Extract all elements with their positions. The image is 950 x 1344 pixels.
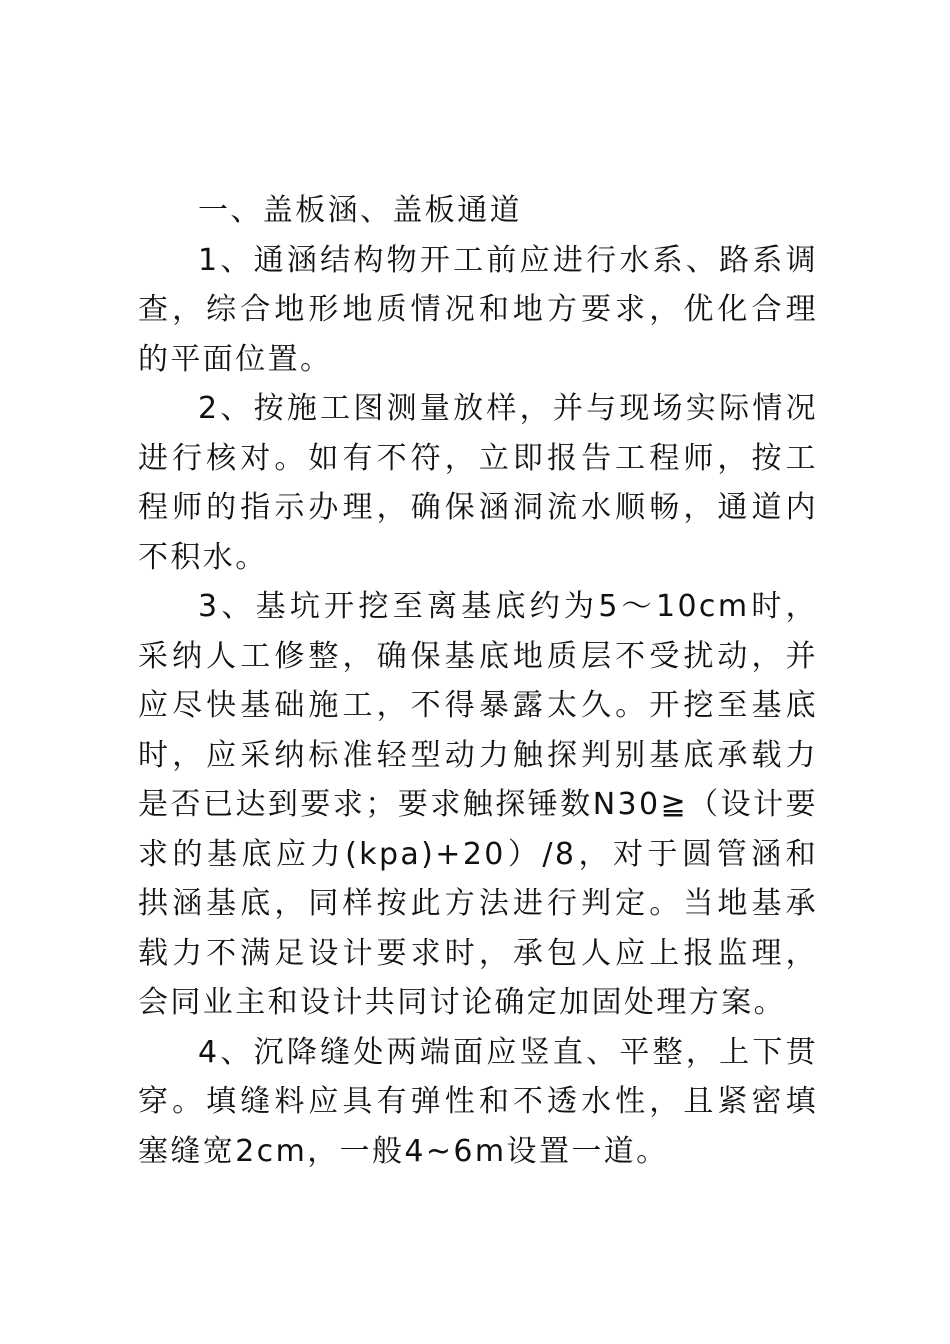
paragraph-4: 4、沉降缝处两端面应竖直、平整，上下贯穿。填缝料应具有弹性和不透水性，且紧密填塞缝宽2cm，一般4~6m设置一道。 [138,1034,818,1169]
document-body [138,186,818,1176]
section-heading: 一、盖板涵、盖板通道 [198,193,522,228]
paragraph-1: 1、通涵结构物开工前应进行水系、路系调查，综合地形地质情况和地方要求，优化合理的平面位置。 [138,242,818,377]
paragraph-3: 3、基坑开挖至离基底约为5～10cm时，采纳人工修整，确保基底地质层不受扰动，并应尽快基础施工，不得暴露太久。开挖至基底时，应采纳标准轻型动力触探判别基底承载力是否已达到要求；要求触探锤数N30≧（设计要求的基底应力(kpa)+20）/8，对于圆管涵和拱涵基底，同样按此方法进行判定。当地基承载力不满足设计要求时，承包人应上报监理，会同业主和设计共同讨论确定加固处理方案。 [138,589,818,1020]
paragraph-2: 2、按施工图测量放样，并与现场实际情况进行核对。如有不符，立即报告工程师，按工程师的指示办理，确保涵洞流水顺畅，通道内不积水。 [138,391,818,575]
